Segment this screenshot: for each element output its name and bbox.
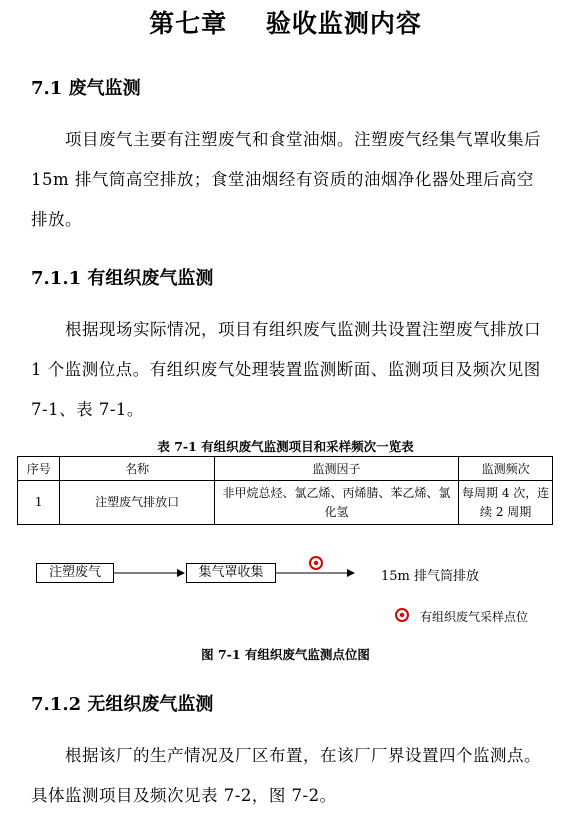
table-header-cell: 名称 [60, 457, 214, 481]
section-heading-7-1-2: 7.1.2 无组织废气监测 [31, 694, 214, 715]
monitoring-table [17, 456, 553, 525]
table-cell: 非甲烷总烃、氯乙烯、丙烯腈、苯乙烯、氯化氢 [214, 481, 459, 525]
table-cell: 注塑废气排放口 [60, 481, 214, 525]
table-caption: 表 7-1 有组织废气监测项目和采样频次一览表 [157, 439, 414, 454]
table-cell: 每周期 4 次，连续 2 周期 [459, 481, 553, 525]
legend-label: 有组织废气采样点位 [420, 610, 529, 624]
legend-sampling-point-icon [396, 609, 408, 621]
table-cell: 1 [18, 481, 60, 525]
chapter-title: 第七章 验收监测内容 [149, 9, 422, 38]
table-header-cell: 序号 [18, 457, 60, 481]
table-header-cell: 监测频次 [459, 457, 553, 481]
figure-caption: 图 7-1 有组织废气监测点位图 [201, 647, 370, 662]
paragraph-organized-exhaust: 根据现场实际情况，项目有组织废气监测共设置注塑废气排放口 1 个监测位点。有组织废气处理装置监测断面、监测项目及频次见图 7-1、表 7-1。 [31, 320, 541, 419]
table-header-row [18, 457, 553, 481]
flow-box-injection-exhaust: 注塑废气 [36, 563, 114, 583]
paragraph-exhaust-overview: 项目废气主要有注塑废气和食堂油烟。注塑废气经集气罩收集后 15m 排气筒高空排放；食堂油烟经有资质的油烟净化器处理后高空排放。 [31, 130, 541, 229]
table-header-cell: 监测因子 [214, 457, 459, 481]
paragraph-fugitive-exhaust: 根据该厂的生产情况及厂区布置，在该厂厂界设置四个监测点。具体监测项目及频次见表 7-2，图 7-2。 [31, 746, 541, 805]
flow-outlet-label: 15m 排气筒排放 [381, 569, 480, 584]
section-heading-7-1: 7.1 废气监测 [31, 78, 141, 99]
flow-box-hood-collection: 集气罩收集 [186, 563, 276, 583]
table-row [18, 481, 553, 525]
sampling-point-icon [310, 557, 322, 569]
section-heading-7-1-1: 7.1.1 有组织废气监测 [31, 268, 214, 289]
